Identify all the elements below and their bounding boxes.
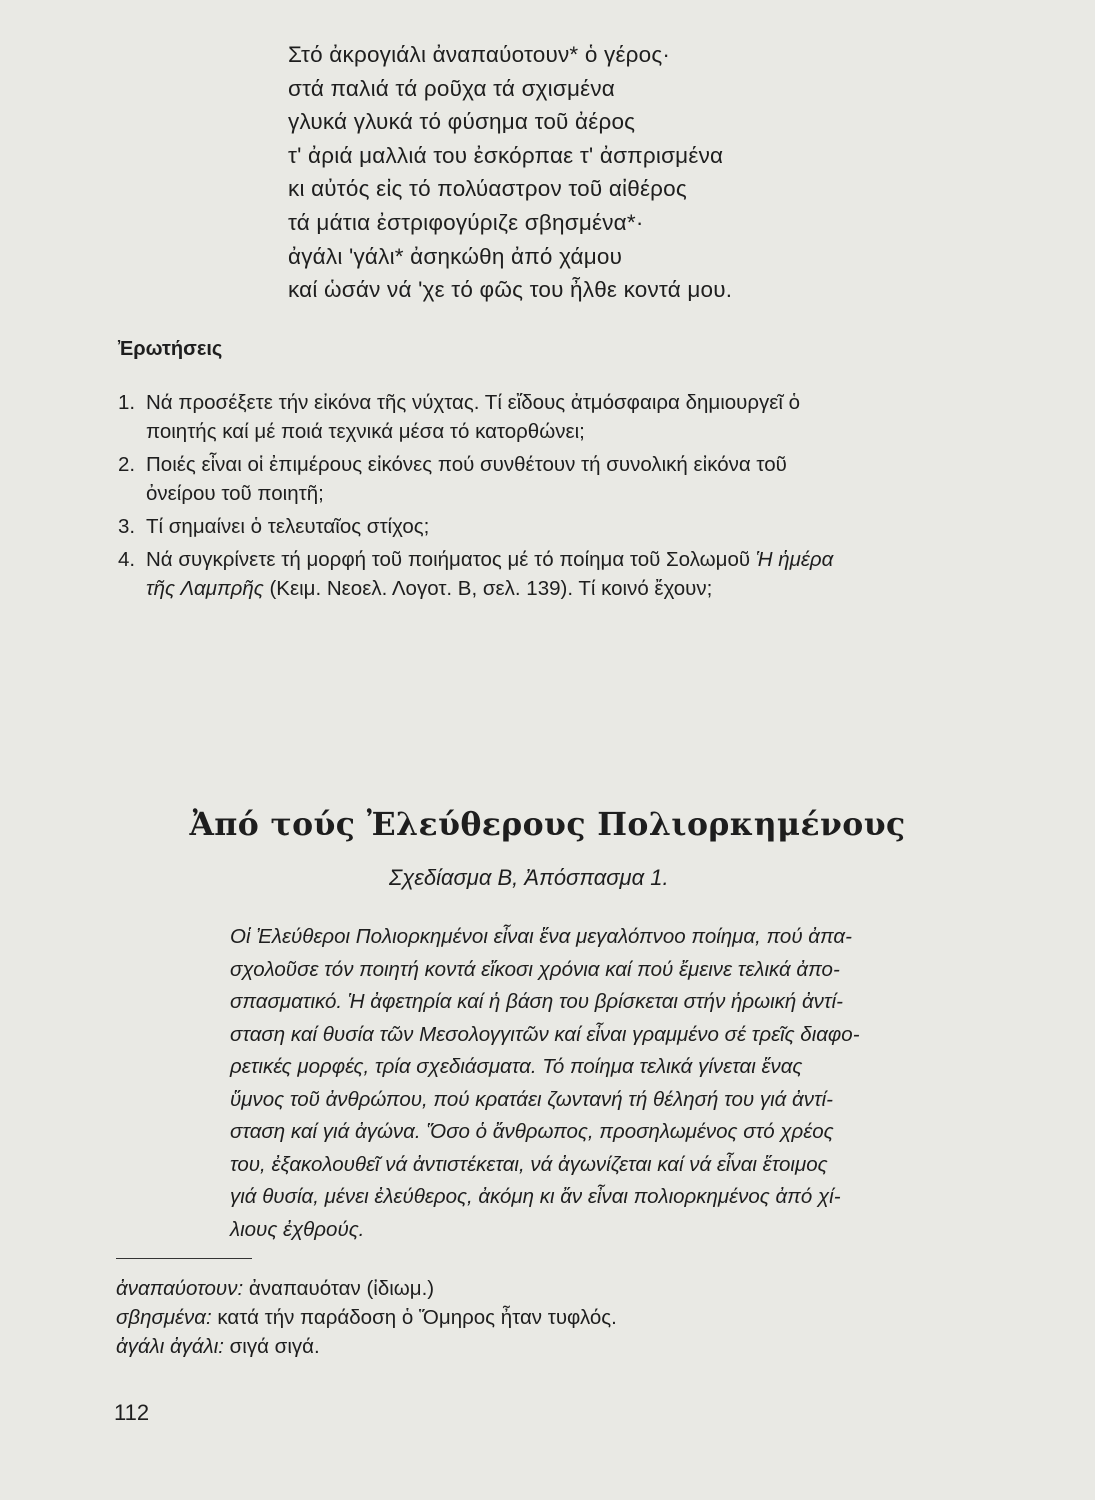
footnote: [116, 1332, 816, 1361]
intro-line: σταση καί θυσία τῶν Μεσολογγιτῶν καί εἶναι γραμμένο σέ τρεῖς διαφο-: [230, 1022, 860, 1046]
footnote-term: ἀγάλι ἀγάλι:: [116, 1335, 224, 1358]
intro-line: Οἱ Ἐλεύθεροι Πολιορκημένοι εἶναι ἕνα μεγαλόπνοο ποίημα, πού ἀπα-: [230, 925, 852, 948]
intro-line: λιους ἐχθρούς.: [230, 1217, 365, 1241]
poem-line: κι αὐτός εἰς τό πολύαστρον τοῦ αἰθέρος: [288, 176, 687, 202]
section-title: Ἀπό τούς Ἐλεύθερους Πολιορκημένους: [189, 806, 906, 843]
question-item: [118, 512, 1008, 541]
question-number: 2.: [118, 453, 136, 476]
question-line: Τί σημαίνει ὁ τελευταῖος στίχος;: [146, 515, 430, 538]
question-item: [118, 388, 1008, 446]
intro-line: γιά θυσία, μένει ἐλεύθερος, ἀκόμη κι ἄν εἶναι πολιορκημένος ἀπό χί-: [230, 1185, 841, 1208]
footnote-term: σβησμένα:: [116, 1306, 212, 1329]
poem-line: τ' ἀριά μαλλιά του ἐσκόρπαε τ' ἀσπρισμένα: [288, 142, 724, 168]
intro-line: ὕμνος τοῦ ἀνθρώπου, πού κρατάει ζωντανή τή θέλησή του γιά ἀντί-: [230, 1087, 834, 1111]
intro-line: ρετικές μορφές, τρία σχεδιάσματα. Τό ποίημα τελικά γίνεται ἕνας: [230, 1055, 803, 1078]
footnote-definition: ἀναπαυόταν (ἰδιωμ.): [248, 1277, 435, 1300]
question-item: [118, 545, 1008, 603]
footnote: [116, 1274, 816, 1303]
poem-title-reference: τῆς Λαμπρῆς: [146, 577, 264, 600]
footnote-definition: κατά τήν παράδοση ὁ Ὅμηρος ἦταν τυφλός.: [217, 1306, 617, 1329]
poem-line: ἀγάλι 'γάλι* ἀσηκώθη ἀπό χάμου: [288, 243, 623, 269]
question-text: (Κειμ. Νεοελ. Λογοτ. Β, σελ. 139). Τί κοινό ἔχουν;: [269, 577, 713, 600]
poem-line: Στό ἀκρογιάλι ἀναπαύοτουν* ὁ γέρος·: [288, 42, 671, 67]
footnote-definition: σιγά σιγά.: [229, 1335, 320, 1358]
question-number: 1.: [118, 391, 136, 414]
poem-line: τά μάτια ἐστριφογύριζε σβησμένα*·: [288, 209, 644, 235]
page-number: 112: [114, 1400, 150, 1425]
intro-line: σπασματικό. Ἡ ἀφετηρία καί ἡ βάση του βρίσκεται στήν ἡρωική ἀντί-: [230, 990, 843, 1013]
intro-line: του, ἐξακολουθεῖ νά ἀντιστέκεται, νά ἀγωνίζεται καί νά εἶναι ἕτοιμος: [230, 1152, 828, 1176]
intro-paragraph: [230, 921, 1010, 1246]
footnotes: [116, 1274, 816, 1361]
question-line: [146, 545, 1008, 574]
footnote-divider: [116, 1258, 252, 1259]
question-line: Ποιές εἶναι οἱ ἐπιμέρους εἰκόνες πού συνθέτουν τή συνολική εἰκόνα τοῦ: [146, 453, 787, 476]
questions-heading: Ἐρωτήσεις: [118, 338, 223, 360]
footnote: [116, 1303, 816, 1332]
poem-line: γλυκά γλυκά τό φύσημα τοῦ ἀέρος: [288, 109, 636, 135]
question-line: ὀνείρου τοῦ ποιητῆ;: [146, 482, 324, 505]
question-line: [146, 574, 1008, 603]
question-text: Νά συγκρίνετε τή μορφή τοῦ ποιήματος μέ τό ποίημα τοῦ Σολωμοῦ: [146, 548, 751, 571]
poem-line: στά παλιά τά ροῦχα τά σχισμένα: [288, 75, 616, 101]
intro-line: σταση καί γιά ἀγώνα. Ὅσο ὁ ἄνθρωπος, προσηλωμένος στό χρέος: [230, 1120, 834, 1143]
question-item: [118, 450, 1008, 508]
question-number: 4.: [118, 548, 136, 571]
question-number: 3.: [118, 515, 136, 538]
footnote-term: ἀναπαύοτουν:: [116, 1277, 244, 1300]
questions-list: [118, 388, 1008, 607]
question-line: ποιητής καί μέ ποιά τεχνικά μέσα τό κατορθώνει;: [146, 420, 585, 443]
section-subtitle: Σχεδίασμα Β, Ἀπόσπασμα 1.: [389, 865, 669, 890]
poem-stanza: [288, 38, 928, 307]
poem-title-reference: Ἡ ἡμέρα: [755, 548, 834, 571]
intro-line: σχολοῦσε τόν ποιητή κοντά εἴκοσι χρόνια καί πού ἔμεινε τελικά ἀπο-: [230, 957, 840, 981]
question-line: Νά προσέξετε τήν εἰκόνα τῆς νύχτας. Τί εἴδους ἀτμόσφαιρα δημιουργεῖ ὁ: [146, 391, 801, 414]
poem-line: καί ὡσάν νά 'χε τό φῶς του ἦλθε κοντά μου.: [288, 277, 733, 303]
